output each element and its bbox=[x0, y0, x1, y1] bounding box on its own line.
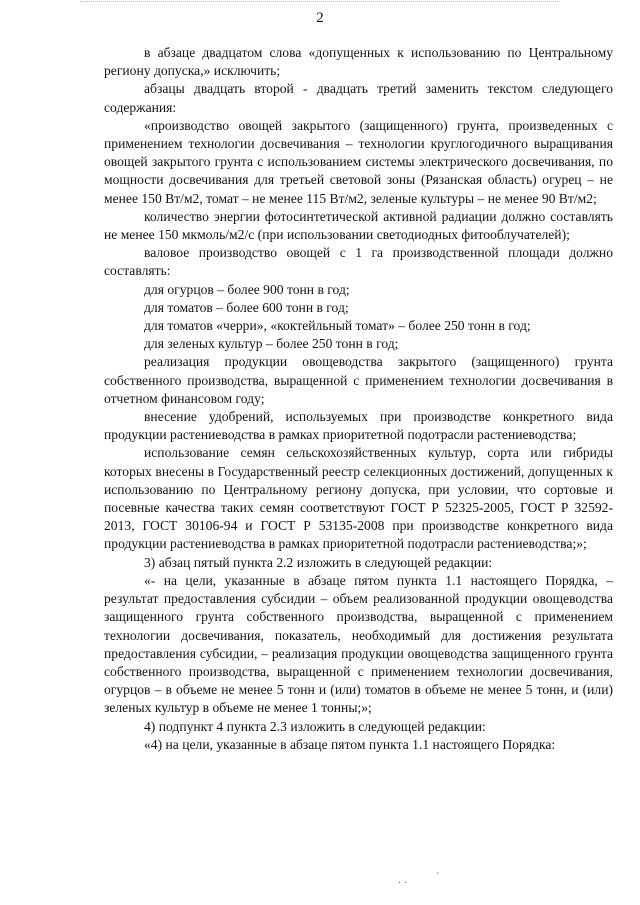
paragraph: абзацы двадцать второй - двадцать третий заменить текстом следующего содержания: bbox=[104, 81, 613, 115]
scan-artifact-line bbox=[80, 1, 560, 4]
list-item: для зеленых культур – более 250 тонн в год; bbox=[144, 336, 399, 352]
paragraph: количество энергии фотосинтетической активной радиации должно составлять не менее 150 мкмоль/м2/с (при использовании светодиодных фитооблучателей); bbox=[104, 208, 613, 243]
scan-speck: · · bbox=[398, 878, 408, 889]
scan-speck: ` bbox=[436, 872, 440, 883]
paragraph: 4) подпункт 4 пункта 2.3 изложить в следующей редакции: bbox=[144, 718, 486, 734]
list-item: для огурцов – более 900 тонн в год; bbox=[144, 281, 350, 297]
list-item: для томатов – более 600 тонн в год; bbox=[144, 299, 349, 315]
paragraph: использование семян сельскохозяйственных культур, сорта или гибриды которых внесены в Государственный реестр селекционных достижений, допущенных к использованию по Центральному региону допуска, при условии, что сортовые и посевные качества таких семян соответствуют ГОСТ Р 52325-2005, ГОСТ Р 32592-2013, ГОСТ 30106-94 и ГОСТ Р 53135-2008 при производстве конкретного вида продукции растениеводства в рамках приоритетной подотрасли растениеводства;»; bbox=[104, 445, 613, 552]
paragraph: «производство овощей закрытого (защищенного) грунта, произведенных с применением технологии досвечивания – технологии круглогодичного выращивания овощей закрытого грунта с использованием системы электрического досвечивания, по мощности досвечивания для третьей световой зоны (Рязанская область) огурец – не менее 150 Вт/м2, томат – не менее 115 Вт/м2, зеленые культуры – не менее 90 Вт/м2; bbox=[104, 117, 613, 206]
paragraph: реализация продукции овощеводства закрытого (защищенного) грунта собственного производства, выращенной с применением технологии досвечивания в отчетном финансовом году; bbox=[104, 354, 613, 406]
paragraph: «- на цели, указанные в абзаце пятом пункта 1.1 настоящего Порядка, – результат предоставления субсидии – объем реализованной продукции овощеводства защищенного грунта собственного производства, выращенной с применением технологии досвечивания, показатель, необходимый для достижения результата предоставления субсидии, – реализация продукции овощеводства защищенного грунта собственного производства, выращенной с применением технологии досвечивания, огурцов – в объеме не менее 5 тонн и (или) томатов в объеме не менее 5 тонн, и (или) зеленых культур в объеме не менее 1 тонны;»; bbox=[104, 572, 613, 716]
list-item: для томатов «черри», «коктейльный томат» – более 250 тонн в год; bbox=[144, 318, 531, 334]
paragraph: внесение удобрений, используемых при производстве конкретного вида продукции растениеводства в рамках приоритетной подотрасли растениеводства; bbox=[104, 409, 613, 443]
paragraph: в абзаце двадцатом слова «допущенных к использованию по Центральному региону допуска,» исключить; bbox=[104, 45, 613, 79]
paragraph: валовое производство овощей с 1 га производственной площади должно составлять: bbox=[104, 245, 613, 279]
paragraph: 3) абзац пятый пункта 2.2 изложить в следующей редакции: bbox=[144, 554, 493, 570]
paragraph: «4) на цели, указанные в абзаце пятом пункта 1.1 настоящего Порядка: bbox=[144, 736, 556, 752]
page-number: 2 bbox=[316, 10, 324, 26]
document-body bbox=[104, 44, 613, 754]
